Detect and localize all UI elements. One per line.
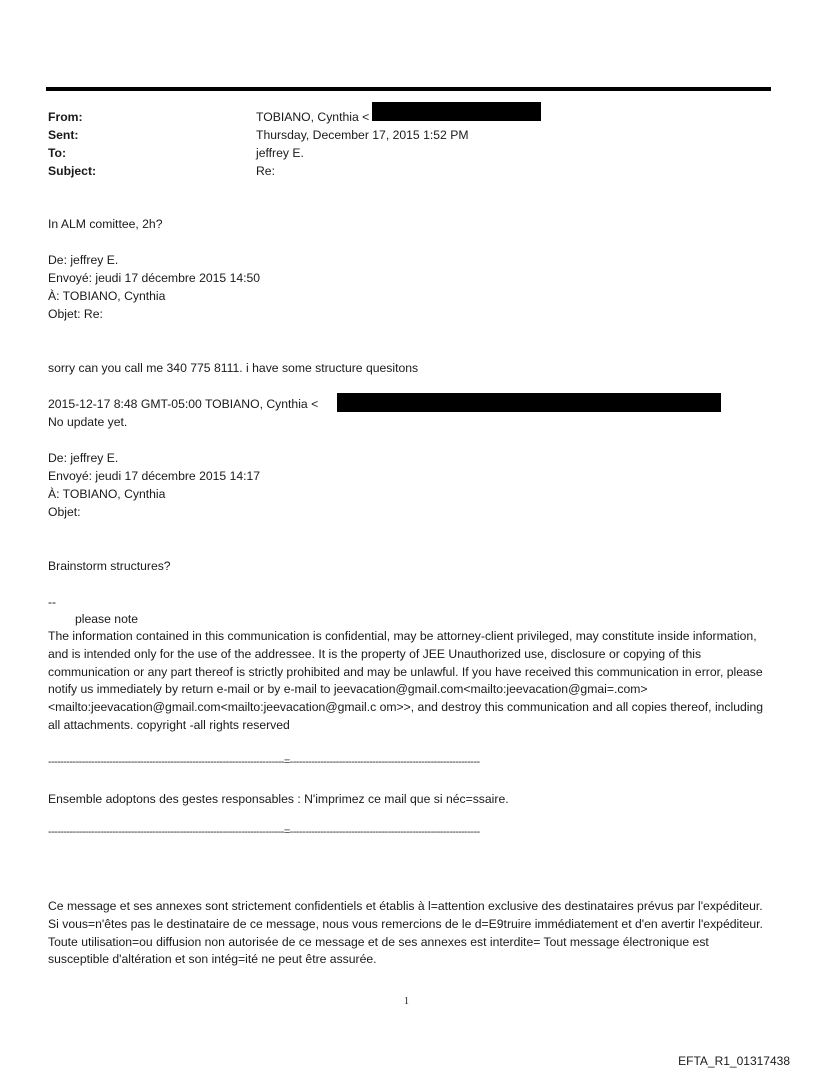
subject-label: Subject:	[48, 164, 97, 178]
separator-2: -----------------------------------------------------------------------------=--------------------------------------------------------------	[48, 826, 480, 838]
from-label: From:	[48, 110, 83, 124]
to-value: jeffrey E.	[256, 146, 304, 160]
french-disclaimer: Ce message et ses annexes sont strictement confidentiels et établis à l=attention exclusive des destinataires prévus par l'expéditeur. Si vous=n'êtes pas le destinataire de ce message, nous vous remercions de le d=E9truire immédiatement et d'en avertir l'expéditeur. Toute utilisation=ou diffusion non autorisée de ce message et de ses annexes est interdite= Tout message électronique est susceptible d'altération et son intég=ité ne peut être assurée.	[48, 899, 763, 967]
no-update-line: No update yet.	[48, 415, 128, 429]
from-value: TOBIANO, Cynthia <	[256, 110, 370, 124]
quote1-from: De: jeffrey E.	[48, 253, 119, 267]
ensemble-line: Ensemble adoptons des gestes responsables : N'imprimez ce mail que si néc=ssaire.	[48, 792, 509, 806]
please-note-line: please note	[75, 612, 139, 626]
page-number: 1	[404, 996, 409, 1007]
quoted-header-line: 2015-12-17 8:48 GMT-05:00 TOBIANO, Cynthia <	[48, 397, 319, 411]
sent-label: Sent:	[48, 128, 79, 142]
header-rule	[46, 87, 771, 91]
reply-line: In ALM comittee, 2h?	[48, 217, 163, 231]
quote2-to: À: TOBIANO, Cynthia	[48, 487, 166, 501]
quote1-sent: Envoyé: jeudi 17 décembre 2015 14:50	[48, 271, 261, 285]
quote2-sent: Envoyé: jeudi 17 décembre 2015 14:17	[48, 469, 261, 483]
brainstorm-line: Brainstorm structures?	[48, 559, 171, 573]
signature-dash: --	[48, 595, 57, 609]
call-request-line: sorry can you call me 340 775 8111. i have some structure quesitons	[48, 361, 419, 375]
quote2-subject: Objet:	[48, 505, 81, 519]
confidentiality-disclaimer: The information contained in this communication is confidential, may be attorney-client privileged, may constitute inside information, and is intended only for the use of the addressee. It is the property of JEE Unauthorized use, disclosure or copying of this communication or any part thereof is strictly prohibited and may be unlawful. If you have received this communication in error, please notify us immediately by return e-mail or by e-mail to jeevacation@gmail.com<mailto:jeevacation@gmai=.com><mailto:jeevacation@gmail.com<mailto:jeevacation@gmail.c om>>, and destroy this communication and all copies thereof, including all attachments. copyright -all rights reserved	[48, 629, 764, 732]
to-label: To:	[48, 146, 67, 160]
separator-1: -----------------------------------------------------------------------------=--------------------------------------------------------------	[48, 756, 480, 768]
quote1-to: À: TOBIANO, Cynthia	[48, 289, 166, 303]
redaction-quoted-email	[337, 393, 721, 412]
quote2-from: De: jeffrey E.	[48, 451, 119, 465]
sent-value: Thursday, December 17, 2015 1:52 PM	[256, 128, 469, 142]
quote1-subject: Objet: Re:	[48, 307, 103, 321]
document-id: EFTA_R1_01317438	[678, 1054, 790, 1068]
subject-value: Re:	[256, 164, 275, 178]
redaction-from-email	[372, 102, 541, 121]
